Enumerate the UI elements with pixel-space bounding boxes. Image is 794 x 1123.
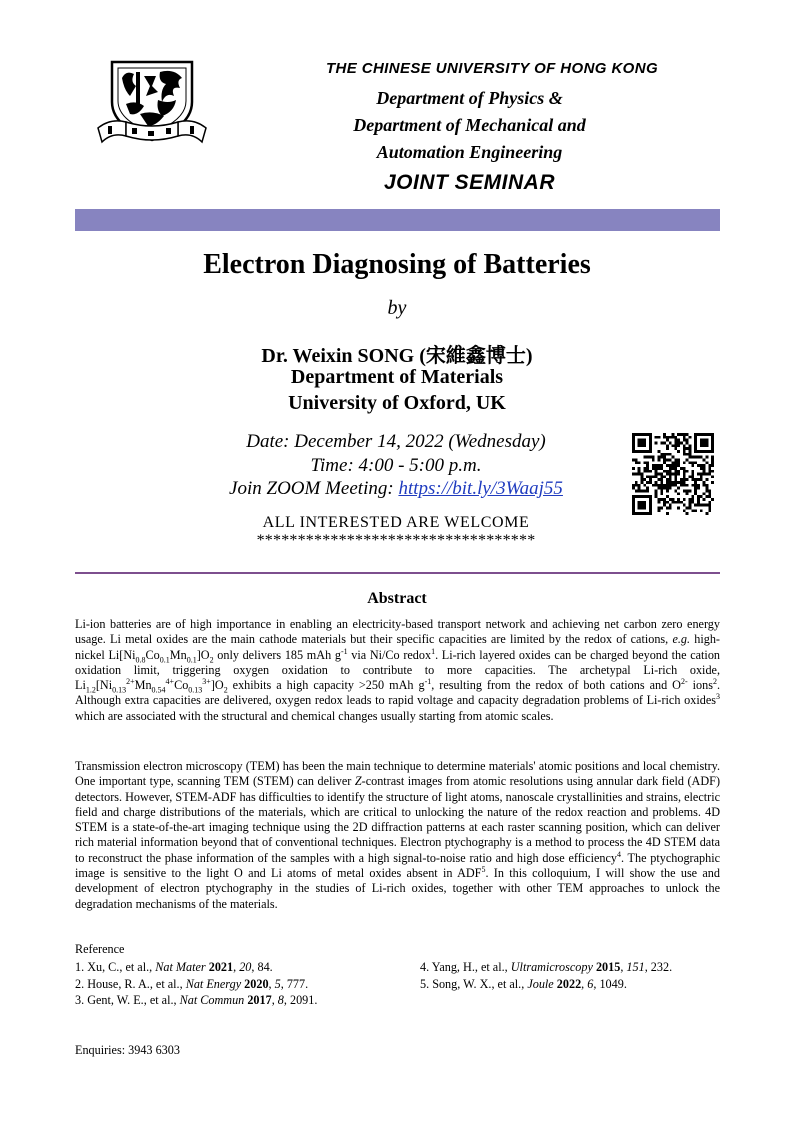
reference-pages: 84. bbox=[257, 960, 273, 974]
qr-code[interactable] bbox=[632, 433, 714, 515]
reference-vol: 151 bbox=[626, 960, 645, 974]
university-logo bbox=[96, 56, 208, 148]
reference-authors: Song, W. X., et al., bbox=[432, 976, 528, 991]
seminar-title: Electron Diagnosing of Batteries bbox=[203, 249, 591, 280]
reference-num: 5. bbox=[420, 976, 430, 991]
reference-authors: Yang, H., et al., bbox=[431, 960, 511, 974]
reference-item: 3. Gent, W. E., et al., Nat Commun 2017, 8, 2091. bbox=[75, 993, 318, 1007]
reference-year: 2022 bbox=[556, 976, 582, 991]
reference-item: 4. Yang, H., et al., Ultramicroscopy 2015, 151, 232. bbox=[420, 960, 673, 974]
reference-journal: Joule bbox=[527, 976, 554, 991]
abstract-heading: Abstract bbox=[367, 590, 427, 607]
qr-code-icon bbox=[632, 433, 714, 515]
section-divider bbox=[75, 572, 720, 574]
reference-vol: 5 bbox=[274, 976, 281, 991]
reference-journal: Nat Commun bbox=[179, 993, 245, 1007]
reference-pages: 1049. bbox=[599, 976, 627, 991]
reference-num: 4. bbox=[420, 960, 430, 974]
star-divider: ********************************** bbox=[256, 532, 536, 549]
university-name: THE CHINESE UNIVERSITY OF HONG KONG bbox=[325, 60, 659, 77]
speaker-university: University of Oxford, UK bbox=[288, 392, 506, 414]
reference-journal: Nat Mater bbox=[155, 960, 206, 974]
abstract-paragraph-2: Transmission electron microscopy (TEM) has been the main technique to determine materials' atomic positions and local chemistry. One important type, scanning TEM (STEM) can deliver Z-contrast images from atomic resolutions using annular dark field (ADF) detectors. However, STEM-ADF has difficulties to identify the structure of light atoms, nanoscale crystallinities and strains, electric field and charge distributions of the materials, which are critical to unlocking the nature of the redox reaction and problems. 4D STEM is a state-of-the-art imaging technique using the 2D diffraction patterns at each raster scanning position, which can deliver rich material information beyond that of conventional techniques. Electron ptychography is a method to process the 4D STEM data to reconstruct the phase information of the samples with a high signal-to-noise ratio and high dose efficiency$^4$. The ptychographic image is sensitive to the light O and Li atoms of metal oxides absent in ADF$^5$. In this colloquium, I will show the use and development of electron ptychography in the studies of Li-rich oxides, together with other TEM approaches to unlock the degradation mechanisms of the materials. bbox=[75, 759, 721, 911]
reference-pages: 2091. bbox=[289, 993, 318, 1007]
reference-year: 2017 bbox=[247, 993, 272, 1007]
reference-year: 2015 bbox=[595, 960, 621, 974]
speaker-department: Department of Materials bbox=[290, 366, 504, 388]
reference-pages: 232. bbox=[650, 960, 673, 974]
reference-num: 1. bbox=[75, 960, 85, 974]
by-label: by bbox=[387, 297, 407, 319]
reference-column-right bbox=[420, 959, 720, 992]
zoom-line bbox=[150, 478, 642, 500]
header-band bbox=[75, 209, 720, 231]
reference-vol: 20 bbox=[239, 960, 252, 974]
seminar-type: JOINT SEMINAR bbox=[383, 171, 555, 194]
welcome-text: ALL INTERESTED ARE WELCOME bbox=[262, 514, 530, 531]
reference-num: 2. bbox=[75, 976, 85, 991]
seminar-time: Time: 4:00 - 5:00 p.m. bbox=[310, 455, 482, 476]
reference-vol: 6 bbox=[587, 976, 594, 991]
reference-authors: Xu, C., et al., bbox=[87, 960, 156, 974]
reference-vol: 8 bbox=[277, 993, 284, 1007]
enquiries: Enquiries: 3943 6303 bbox=[75, 1043, 180, 1057]
cuhk-crest-icon bbox=[96, 56, 208, 148]
seminar-date: Date: December 14, 2022 (Wednesday) bbox=[246, 431, 546, 452]
reference-column-left bbox=[75, 959, 405, 1009]
reference-authors: Gent, W. E., et al., bbox=[87, 993, 180, 1007]
department-line-3: Automation Engineering bbox=[376, 142, 563, 162]
reference-year: 2020 bbox=[244, 976, 269, 991]
reference-year: 2021 bbox=[208, 960, 234, 974]
reference-pages: 777. bbox=[286, 976, 309, 991]
reference-heading: Reference bbox=[75, 942, 125, 956]
reference-item: 1. Xu, C., et al., Nat Mater 2021, 20, 84. bbox=[75, 960, 273, 974]
reference-journal: Ultramicroscopy bbox=[510, 960, 593, 974]
speaker-name: Dr. Weixin SONG (宋維鑫博士) bbox=[261, 345, 533, 367]
department-line-2: Department of Mechanical and bbox=[353, 115, 586, 135]
reference-item: 2. House, R. A., et al., Nat Energy 2020, 5, 777. bbox=[75, 976, 309, 991]
zoom-link[interactable]: https://bit.ly/3Waaj55 bbox=[398, 478, 563, 499]
abstract-paragraph-1: Li-ion batteries are of high importance in enabling an electricity-based transport network and achieving net carbon zero energy usage. Li metal oxides are the main cathode materials but their specific capacities are limited by the redox of cations, e.g. high-nickel $Li[Ni_{0.8}Co_{0.1}Mn_{0.1}]O_2$ only delivers 185 mAh $g^{-1}$ via Ni/Co redox$^1$. Li-rich layered oxides can be charged beyond the cation oxidation limit, triggering oxygen oxidation to contribute to more capacities. The archetypal Li-rich oxide, $Li_{1.2}[Ni_{0.13}^{2+}Mn_{0.54}^{4+}Co_{0.13}^{3+}]O_2$ exhibits a high capacity >250 mAh $g^{-1}$, resulting from the redox of both cations and $O^{2-}$ ions$^2$. Although extra capacities are delivered, oxygen redox leads to rapid voltage and capacity degradation problems of Li-rich oxides$^3$ which are associated with the structural and chemical changes usually starting from atomic scales. bbox=[75, 617, 721, 723]
reference-item: 5. Song, W. X., et al., Joule 2022, 6, 1049. bbox=[420, 976, 627, 991]
reference-journal: Nat Energy bbox=[185, 976, 242, 991]
zoom-label: Join ZOOM Meeting: bbox=[229, 478, 399, 499]
reference-authors: House, R. A., et al., bbox=[87, 976, 186, 991]
department-line-1: Department of Physics & bbox=[376, 88, 563, 108]
reference-num: 3. bbox=[75, 993, 85, 1007]
